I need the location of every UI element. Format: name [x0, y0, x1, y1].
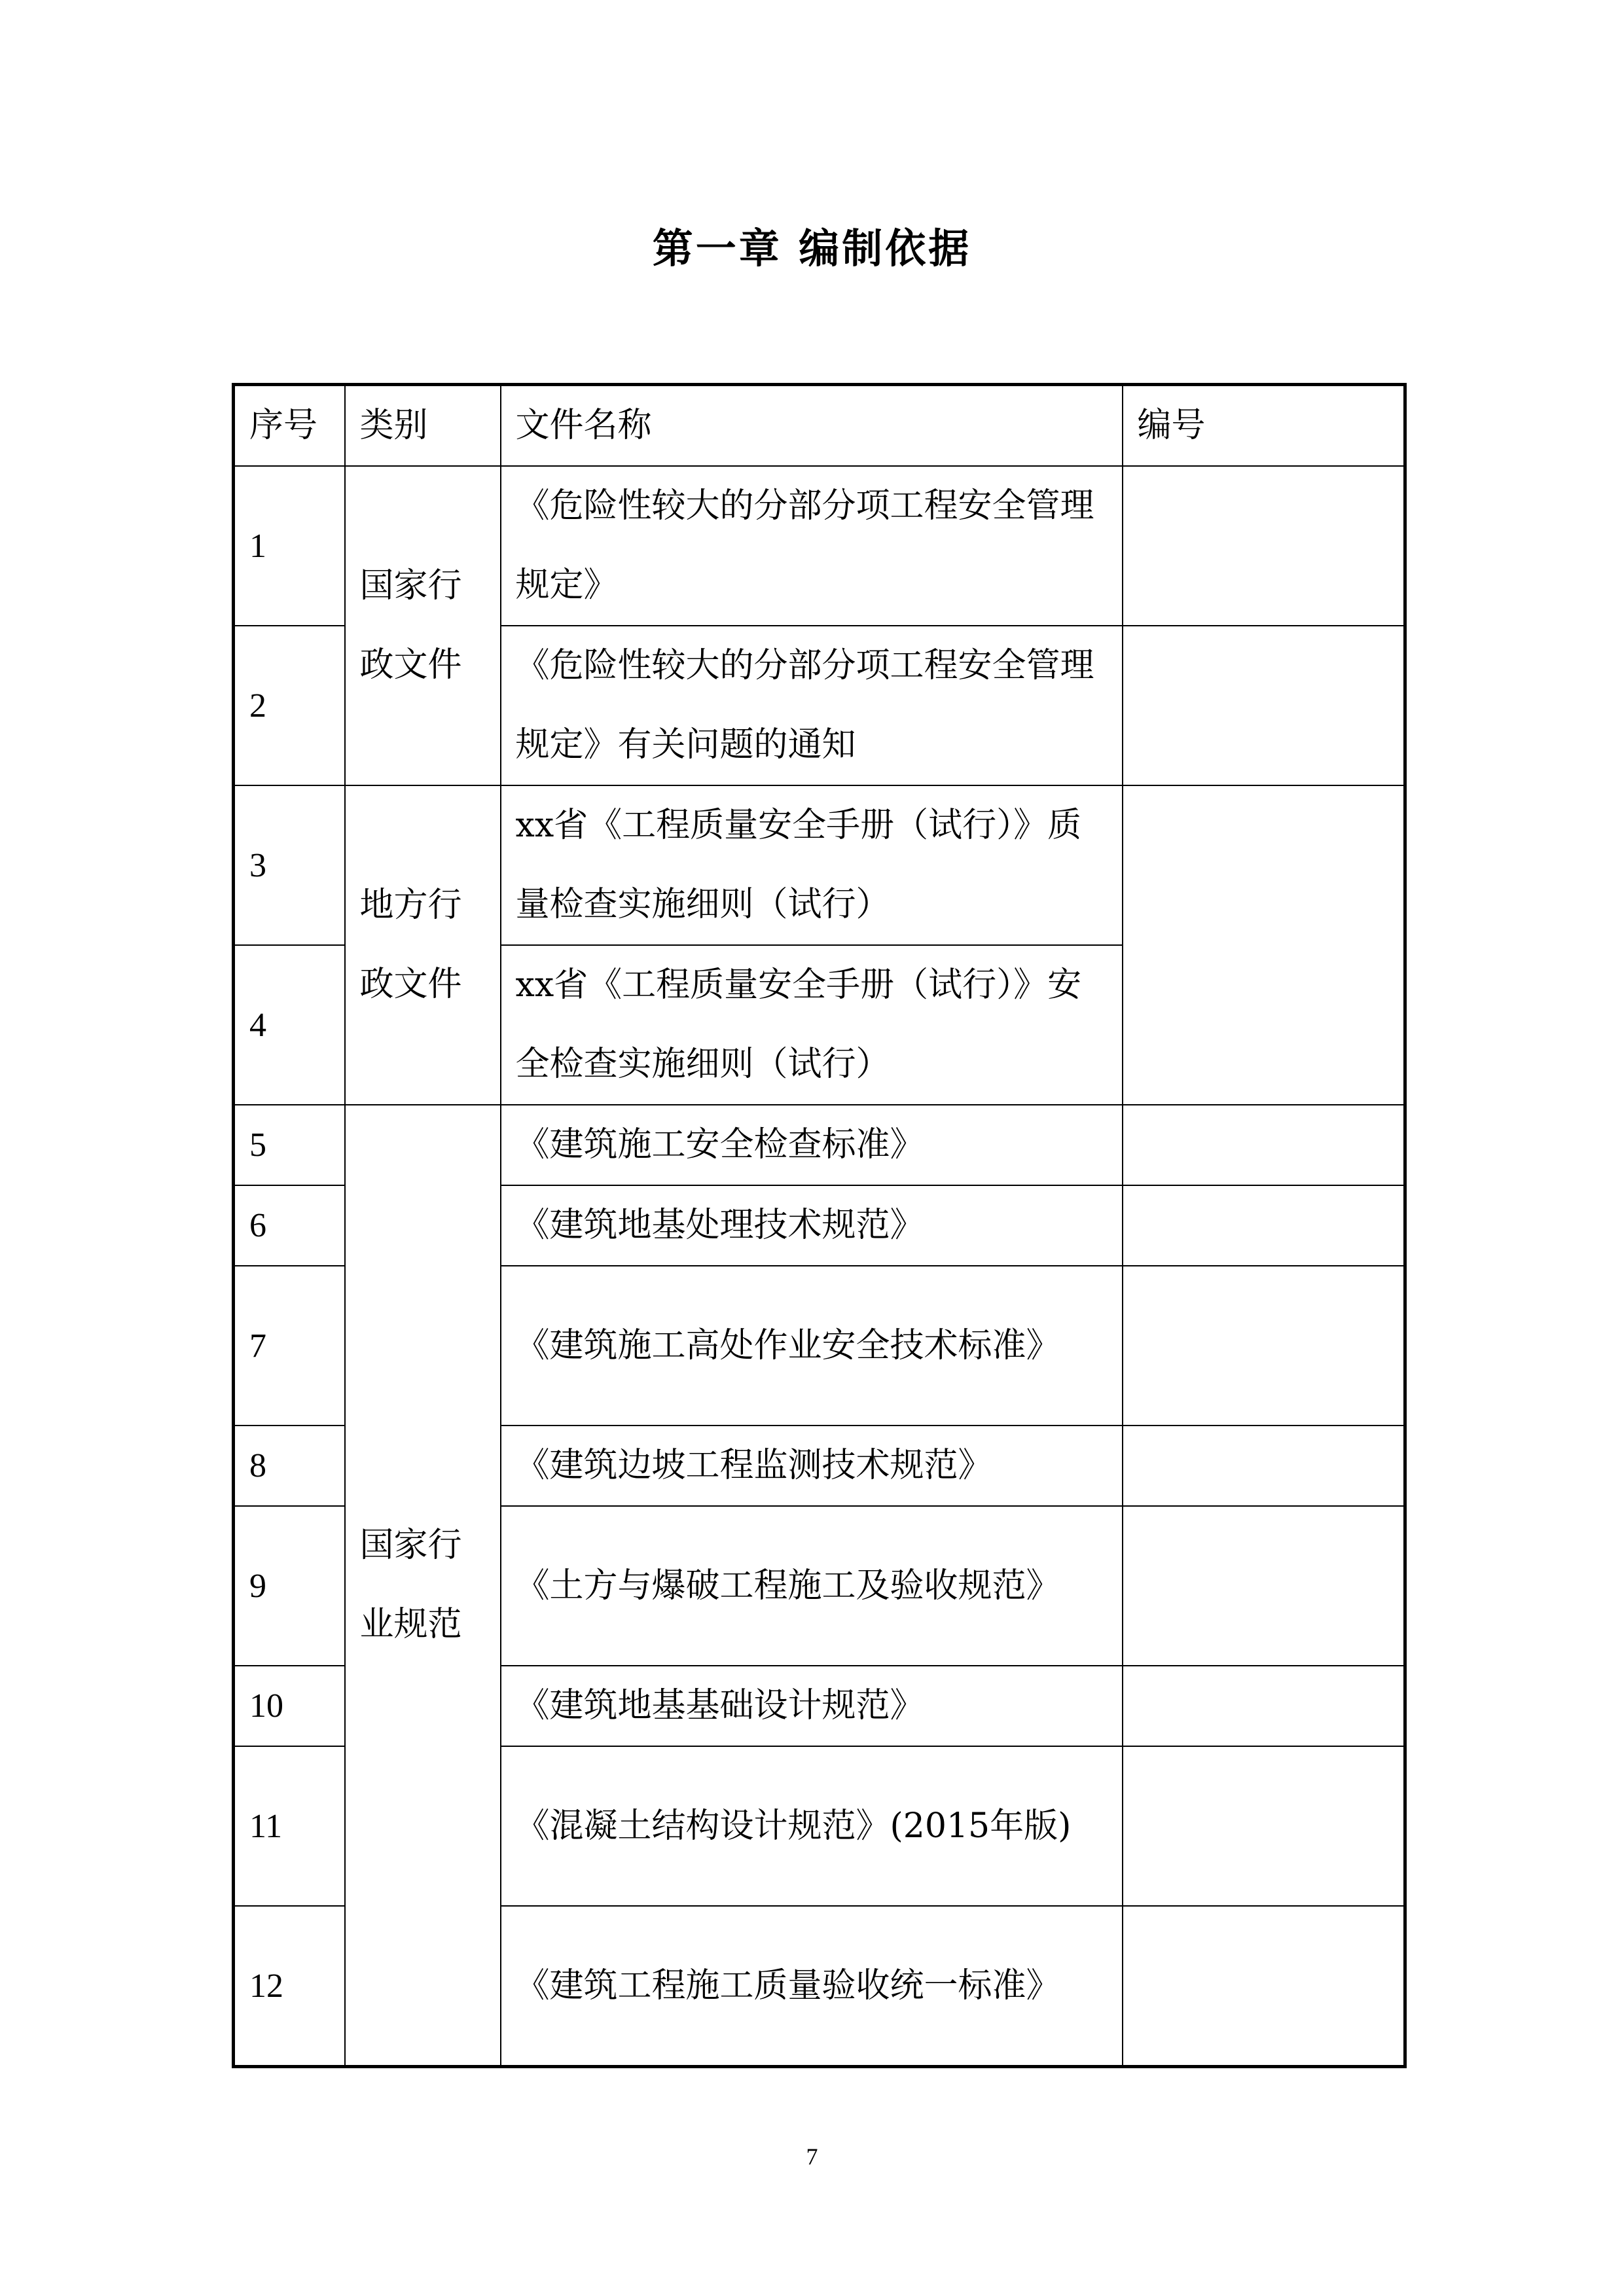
- row-code: [1123, 1666, 1405, 1746]
- row-seq: 6: [234, 1185, 345, 1266]
- document-name: 《建筑工程施工质量验收统一标准》: [515, 1965, 1060, 2005]
- header-category: 类别: [345, 385, 501, 467]
- row-name: [501, 1746, 1123, 1906]
- row-seq: 11: [234, 1746, 345, 1906]
- row-seq: 10: [234, 1666, 345, 1746]
- document-name: 《建筑地基处理技术规范》: [515, 1206, 924, 1245]
- document-name: 《混凝土结构设计规范》(2015年版): [515, 1806, 1072, 1846]
- table-row: [234, 1105, 1405, 1185]
- row-seq: 3: [234, 785, 345, 945]
- header-seq: 序号: [234, 385, 345, 467]
- category-label: 国家行 政文件: [359, 566, 462, 685]
- row-seq: 7: [234, 1266, 345, 1426]
- document-name: 《土方与爆破工程施工及验收规范》: [515, 1566, 1060, 1605]
- row-code: [1123, 1185, 1405, 1266]
- page-title: 第一章 编制依据: [652, 224, 972, 272]
- row-name: [501, 1266, 1123, 1426]
- table-row: [234, 785, 1405, 945]
- row-seq: 4: [234, 945, 345, 1105]
- row-seq: 12: [234, 1906, 345, 2067]
- row-seq: 5: [234, 1105, 345, 1185]
- row-name: [501, 945, 1123, 1105]
- row-name: [501, 1426, 1123, 1506]
- table-header-row: [234, 385, 1405, 467]
- document-name: 《建筑边坡工程监测技术规范》: [515, 1446, 992, 1485]
- row-code: [1123, 1105, 1405, 1185]
- row-code: [1123, 466, 1405, 626]
- category-cell: [345, 785, 501, 1105]
- document-name: xx省《工程质量安全手册（试行）》安全检查实施细则（试行）: [515, 965, 1082, 1084]
- document-name: xx省《工程质量安全手册（试行）》质量检查实施细则（试行）: [515, 806, 1082, 924]
- row-name: [501, 466, 1123, 626]
- header-name: 文件名称: [501, 385, 1123, 467]
- row-code: [1123, 626, 1405, 785]
- row-name: [501, 1185, 1123, 1266]
- row-name: [501, 1906, 1123, 2067]
- document-name: 《危险性较大的分部分项工程安全管理规定》: [515, 486, 1094, 605]
- row-name: [501, 1506, 1123, 1666]
- category-cell: [345, 466, 501, 785]
- category-cell: [345, 1105, 501, 2067]
- row-seq: 9: [234, 1506, 345, 1666]
- row-code: [1123, 1746, 1405, 1906]
- row-name: [501, 626, 1123, 785]
- document-name: 《危险性较大的分部分项工程安全管理规定》有关问题的通知: [515, 646, 1094, 764]
- row-name: [501, 785, 1123, 945]
- document-name: 《建筑地基基础设计规范》: [515, 1686, 924, 1725]
- row-seq: 2: [234, 626, 345, 785]
- category-label: 国家行 业规范: [359, 1526, 462, 1644]
- document-name: 《建筑施工安全检查标准》: [515, 1125, 924, 1164]
- row-code: [1123, 1506, 1405, 1666]
- row-seq: 8: [234, 1426, 345, 1506]
- row-code: [1123, 1906, 1405, 2067]
- header-code: 编号: [1123, 385, 1405, 467]
- document-name: 《建筑施工高处作业安全技术标准》: [515, 1325, 1060, 1365]
- row-code: [1123, 1266, 1405, 1426]
- page-number: 7: [806, 2144, 818, 2170]
- category-label: 地方行 政文件: [359, 886, 462, 1004]
- table-row: [234, 466, 1405, 626]
- row-name: [501, 1105, 1123, 1185]
- row-name: [501, 1666, 1123, 1746]
- row-code: [1123, 1426, 1405, 1506]
- regulations-table: [232, 383, 1407, 2068]
- row-seq: 1: [234, 466, 345, 626]
- row-code: [1123, 785, 1405, 1105]
